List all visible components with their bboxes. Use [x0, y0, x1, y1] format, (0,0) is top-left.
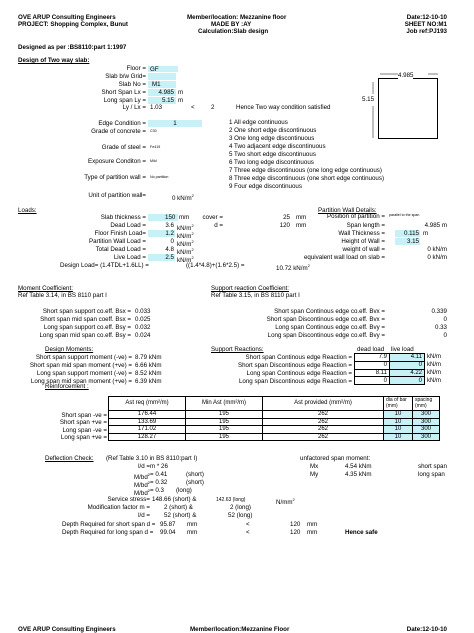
moment-coeff-ref: Ref Table 3.14, in BS 8110 part I: [18, 292, 107, 299]
total-dead-label: Total Dead Load =: [95, 246, 146, 253]
lx-unit: m: [178, 89, 184, 96]
reinforcement-spacing-cell[interactable]: 300: [413, 433, 440, 441]
service-stress-value-long: 142.63 (long): [216, 497, 246, 503]
hence-safe: Hence safe: [345, 529, 378, 536]
reaction-live-cell: 4.22: [390, 369, 425, 377]
reinforcement-header-row: [109, 397, 440, 411]
my-note: long span: [418, 471, 445, 478]
col-ast-req: Ast req (mm²/m): [109, 397, 186, 411]
ld-value: m * 26: [150, 463, 168, 470]
concrete-label: Grade of concrete =: [91, 128, 146, 135]
reinforcement-row-label: Long span +ve =: [60, 434, 107, 442]
edge-option: 5 Two short edge discontinuous: [229, 151, 316, 158]
design-moment-value: 6.39 kNm: [135, 378, 162, 385]
mbd2-note: (short): [186, 479, 204, 486]
footer-member: Member/location:Mezzanine Floor: [190, 626, 290, 633]
unfactored-heading: unfactored span moment:: [300, 455, 371, 462]
service-stress-value: 148.66 (short) &: [152, 496, 197, 503]
mbd3-value: = 0.3: [150, 487, 164, 494]
exposure-label: Exposure Conditon =: [88, 158, 146, 165]
shear-coeff-label: Short span Discontinous edge co.eff. Bvx =: [266, 316, 385, 323]
design-moment-label: Long span mid span moment (+ve) =: [30, 378, 132, 385]
edge-option: 3 One long edge discontinuous: [229, 135, 315, 142]
exposure-select[interactable]: Mild: [150, 159, 157, 163]
reinforcement-row-label: Short span -ve =: [61, 412, 107, 419]
reinforcement-min-ast-cell: 195: [186, 418, 263, 426]
col-ast-provided: Ast provided (mm²/m): [263, 397, 384, 411]
reaction-dead-cell: 8.11: [355, 369, 390, 377]
moment-coeff-label: Long span support co.eff. Bsy =: [43, 324, 131, 331]
shear-coeff-label: Short span Continous edge co.eff. Bvx =: [274, 308, 385, 315]
mbd1-value: = 0.41: [150, 471, 168, 478]
moment-coeff-value: 0.033: [135, 308, 151, 315]
edge-option: 7 Three edge discontinuous (one long edge continuous): [229, 167, 382, 174]
depth-long-unit: mm: [187, 529, 198, 536]
ratio-two: 2: [211, 104, 215, 111]
reinforcement-heading: Reinforcement :: [45, 383, 89, 390]
d-label: d =: [214, 222, 223, 229]
cover-unit: mm: [296, 214, 307, 221]
footer-date: Date:12-10-10: [406, 626, 447, 633]
service-stress-label: Service stress=: [107, 496, 150, 503]
project-name: PROJECT: Shopping Complex, Bunut: [18, 21, 128, 28]
reinforcement-min-ast-cell: 195: [186, 411, 263, 419]
reinforcement-dia-cell[interactable]: 10: [384, 426, 413, 434]
shear-coeff-value: 0.33: [434, 324, 447, 331]
depth-short-label: Depth Required for short span d =: [62, 521, 156, 528]
design-moment-label: Long span support moment (-ve) =: [36, 370, 132, 377]
wall-height-input[interactable]: 3.15: [395, 238, 420, 245]
edge-option: 9 Four edge discontinuous: [229, 183, 302, 190]
steel-select[interactable]: Fe415: [150, 145, 161, 149]
reaction-unit: kN/m: [427, 354, 441, 361]
shear-coeff-value: 0: [443, 316, 447, 323]
shear-coeff-ref: Ref Table 3.15, in BS 8110 part I: [211, 292, 300, 299]
sketch-ly: 5.15: [362, 96, 375, 103]
company-name: OVE ARUP Consulting Engineers: [18, 14, 116, 21]
two-way-heading: Design of Two way slab:: [18, 57, 90, 64]
thickness-label: Slab thickness =: [100, 214, 146, 221]
edge-option: 2 One short edge discontinuous: [229, 127, 317, 134]
partition-heading: Partition Wall Details:: [318, 207, 377, 214]
unit-partition-value: 0 $kN/m^2$: [172, 193, 194, 203]
member-location: Member/location: Mezzanine floor: [187, 14, 287, 21]
partition-type-select[interactable]: No partition: [150, 175, 169, 179]
loads-heading: Loads:: [18, 207, 37, 214]
slab-no-input[interactable]: M1: [148, 81, 176, 88]
moment-coeff-label: Short span support co.eff. Bsx =: [42, 308, 131, 315]
cover-label: cover =: [202, 214, 223, 221]
edge-option: 1 All edge continuous: [229, 119, 288, 126]
partition-load-label: Partition Wall Load =: [88, 238, 146, 245]
position-label: Position of partition =: [327, 213, 385, 220]
depth-long-prov-unit: mm: [307, 529, 318, 536]
ld-label: l/d =: [138, 463, 150, 470]
reaction-row: [355, 377, 460, 385]
lx-input[interactable]: 4.985: [148, 89, 176, 96]
date: Date:12-10-10: [406, 14, 447, 21]
depth-long-label: Depth Required for long span d =: [62, 529, 154, 536]
reinforcement-spacing-cell[interactable]: 300: [413, 426, 440, 434]
reinforcement-ast-prov-cell: 262: [263, 411, 384, 419]
dead-load-unit: $kN/m^2$: [177, 223, 194, 233]
design-load-value: 10.72 $kN/m^2$: [276, 263, 310, 273]
moment-coeff-value: 0.032: [135, 324, 151, 331]
equiv-load-label: equivalent wall load on slab =: [303, 254, 385, 261]
live-load-label: Live Load =: [113, 254, 146, 261]
reinforcement-row-label: Long span -ve =: [62, 426, 107, 434]
depth-long-lt: <: [246, 529, 250, 536]
job-ref: Job ref:PJ193: [406, 28, 447, 35]
shear-coeff-heading: Support reaction Coefficient:: [211, 285, 289, 292]
equiv-load-value: 0 kN/m: [427, 254, 447, 261]
reinforcement-min-ast-cell: 195: [186, 426, 263, 434]
reinforcement-row: [109, 411, 440, 419]
ld2-label: l/d =: [138, 512, 150, 519]
grid-label: Slab b/w Grid=: [105, 73, 146, 80]
design-moment-value: 6.66 kNm: [135, 362, 162, 369]
ratio-lt: <: [191, 104, 195, 111]
partition-load-unit: $kN/m^2$: [177, 239, 194, 249]
reaction-unit: kN/m: [427, 377, 441, 384]
reaction-live-cell: 4.11: [390, 354, 425, 362]
footer-company: OVE ARUP Consulting Engineers: [18, 626, 116, 633]
reinforcement-spacing-cell[interactable]: 300: [413, 418, 440, 426]
design-moment-value: 8.79 kNm: [135, 354, 162, 361]
edge-option: 8 Three edge discontinuous (one short edge continuous): [229, 175, 385, 182]
unit-partition-label: Unit of partition wall=: [88, 192, 146, 199]
thickness-input[interactable]: 150: [148, 214, 178, 221]
my-value: 4.35 kNm: [345, 471, 372, 478]
depth-short-value: 95.87: [160, 521, 176, 528]
design-moment-label: Short span mid span moment (+ve) =: [29, 362, 132, 369]
modification-label: Modification factor m =: [87, 504, 150, 511]
shear-coeff-label: Long span Discontinous edge co.eff. Bvy =: [267, 332, 385, 339]
service-stress-unit: $N/mm^2$: [276, 497, 295, 507]
reaction-label: Short span Continous edge Reaction =: [245, 354, 352, 361]
depth-short-prov-unit: mm: [307, 521, 318, 528]
moment-coeff-label: Long span mid span co.eff. Bsy =: [39, 332, 131, 339]
design-moments-heading: Design Moments:: [45, 346, 94, 353]
reinforcement-table: [108, 396, 440, 441]
wall-thickness-unit: m: [423, 230, 429, 237]
lx-label: Short Span Lx =: [101, 89, 146, 96]
mx-value: 4.54 kNm: [345, 463, 372, 470]
reinforcement-ast-req-cell: 133.69: [109, 418, 186, 426]
total-dead-unit: $kN/m^2$: [177, 247, 194, 257]
dead-load-value: 3.6: [165, 222, 174, 229]
modification-value-long: 2 (long): [230, 504, 251, 511]
reaction-label: Long span Discontinous edge Reaction =: [238, 378, 352, 385]
reaction-label: Short span Discontinous edge Reaction =: [237, 362, 352, 369]
slab-no-label: Slab No =: [118, 81, 146, 88]
ratio-value: 1.03: [150, 104, 163, 111]
col-min-ast: Min Ast (mm²/m): [186, 397, 263, 411]
depth-short-provided: 120: [290, 521, 301, 528]
mbd3-label: $M/bd^2$: [134, 488, 150, 498]
edge-option: 4 Two adjacent edge discontinuous: [229, 143, 326, 150]
depth-short-unit: mm: [187, 521, 198, 528]
reinforcement-min-ast-cell: 195: [186, 433, 263, 441]
reinforcement-dia-cell[interactable]: 10: [384, 418, 413, 426]
finish-load-unit: $kN/m^2$: [177, 231, 194, 241]
reinforcement-ast-prov-cell: 262: [263, 433, 384, 441]
live-load-unit: $kN/m^2$: [177, 255, 194, 265]
wall-weight-label: weight of wall =: [342, 246, 385, 253]
d-value: 120: [279, 222, 290, 229]
reinforcement-ast-req-cell: 176.44: [109, 411, 186, 419]
col-dead-load: dead load: [357, 346, 385, 353]
finish-load-input[interactable]: 1.2: [148, 230, 175, 237]
reaction-row: [355, 354, 460, 362]
mbd2-value: = 0.32: [150, 479, 168, 486]
wall-thickness-input[interactable]: 0.115: [395, 230, 420, 237]
col-live-load: live load: [391, 346, 414, 353]
moment-coeff-heading: Moment Coefficient:: [18, 285, 73, 292]
reinforcement-ast-req-cell: 128.27: [109, 433, 186, 441]
deflection-heading: Deflection Check:: [45, 455, 94, 462]
thickness-unit: mm: [179, 214, 190, 221]
partition-load-value: 0: [170, 238, 174, 245]
mx-note: short span: [418, 463, 447, 470]
ratio-label: Ly / Lx =: [122, 104, 146, 111]
ly-input[interactable]: 5.15: [148, 97, 176, 104]
ly-label: Long span Ly =: [103, 97, 146, 104]
edge-option: 6 Two long edge discontinuous: [229, 159, 314, 166]
made-by: MADE BY :AY: [211, 21, 252, 28]
cover-value: 25: [283, 214, 290, 221]
reinforcement-dia-cell[interactable]: 10: [384, 433, 413, 441]
shear-coeff-label: Long span Continous edge co.eff. Bvy =: [275, 324, 385, 331]
grid-input[interactable]: [148, 73, 176, 80]
edge-label: Edge Condition =: [98, 120, 146, 127]
sketch-dimension-arrows: [370, 72, 450, 144]
reinforcement-row: [109, 418, 440, 426]
concrete-select[interactable]: C30: [150, 129, 157, 133]
reinforcement-row: [109, 433, 440, 441]
design-moment-value: 8.52 kNm: [135, 370, 162, 377]
depth-long-value: 99.04: [160, 529, 176, 536]
reaction-dead-cell: 0: [355, 377, 390, 385]
ratio-note: Hence Two way condition satisfied: [236, 104, 331, 111]
depth-long-provided: 120: [290, 529, 301, 536]
reaction-dead-cell: 0: [355, 361, 390, 369]
wall-height-label: Height of Wall =: [341, 238, 385, 245]
reaction-row: [355, 361, 460, 369]
mbd1-note: (short): [186, 471, 204, 478]
reaction-dead-cell: 7.9: [355, 354, 390, 362]
depth-short-lt: <: [246, 521, 250, 528]
designed-as: Designed as per :BS8110:part 1:1997: [18, 44, 127, 51]
total-dead-value: 4.8: [165, 246, 174, 253]
col-dia: dia of bar (mm): [384, 397, 413, 411]
span-length-value: 4.985 m: [424, 222, 447, 229]
ly-unit: m: [178, 97, 184, 104]
reinforcement-ast-prov-cell: 262: [263, 426, 384, 434]
partition-type-label: Type of partition wall =: [84, 174, 146, 181]
moment-coeff-label: Short span mid span coeff. Bsx =: [40, 316, 131, 323]
floor-label: Floor =: [126, 65, 146, 72]
reaction-unit: kN/m: [427, 369, 441, 376]
reinforcement-dia-cell[interactable]: 10: [384, 411, 413, 419]
deflection-ref: (Ref Table 3.10 in BS 8110:part I): [106, 455, 198, 462]
reaction-live-cell: 0: [390, 377, 425, 385]
reactions-table: [354, 353, 460, 385]
calculation-title: Calculation:Slab design: [198, 28, 269, 35]
mbd1-label: $M/bd^2$: [134, 472, 150, 482]
d-unit: mm: [296, 222, 307, 229]
steel-label: Grade of steel =: [101, 144, 146, 151]
design-load-label: Design Load= (1.4TDL+1.6LL) =: [60, 262, 149, 269]
reinforcement-spacing-cell[interactable]: 300: [413, 411, 440, 419]
reaction-live-cell: 0: [390, 361, 425, 369]
ld2-value-long: 52 (long): [228, 512, 253, 519]
reaction-unit: kN/m: [427, 362, 441, 369]
edge-input[interactable]: 1: [148, 120, 202, 127]
live-load-input[interactable]: 2.5: [148, 254, 175, 261]
design-load-formula: ((1.4*4.8)+(1.6*2.5) =: [186, 262, 245, 269]
col-spacing: spacing (mm): [413, 397, 440, 411]
wall-weight-value: 0 kN/m: [427, 246, 447, 253]
mx-label: Mx: [310, 463, 319, 470]
sheet-no: SHEET NO:M1: [404, 21, 447, 28]
reaction-row: [355, 369, 460, 377]
reinforcement-row: [109, 426, 440, 434]
reinforcement-ast-req-cell: 171.02: [109, 426, 186, 434]
position-select[interactable]: parallel to the span: [389, 213, 420, 217]
support-reactions-heading: Support Reactions:: [211, 346, 264, 353]
ld2-value: 52 (short) &: [164, 512, 197, 519]
reinforcement-ast-prov-cell: 262: [263, 418, 384, 426]
moment-coeff-value: 0.025: [135, 316, 151, 323]
dead-load-label: Dead Load =: [110, 222, 146, 229]
design-moment-label: Short span support moment (-ve) =: [35, 354, 132, 361]
floor-select[interactable]: GF: [148, 66, 178, 72]
modification-value: 2 (short) &: [164, 504, 193, 511]
wall-thickness-label: Wall Thickness =: [338, 230, 385, 237]
reaction-label: Long span Continous edge Reaction =: [246, 370, 352, 377]
reinforcement-row-label: Short span +ve =: [59, 419, 107, 427]
mbd3-note: (long): [176, 487, 192, 494]
mbd2-label: $M/bd^2$: [134, 480, 150, 490]
moment-coeff-value: 0.024: [135, 332, 151, 339]
span-length-label: Span length =: [346, 222, 385, 229]
shear-coeff-value: 0.339: [431, 308, 447, 315]
finish-load-label: Floor Finish Load=: [94, 230, 146, 237]
shear-coeff-value: 0: [443, 332, 447, 339]
sketch-lx: 4.985: [398, 72, 414, 79]
my-label: My: [310, 471, 319, 478]
